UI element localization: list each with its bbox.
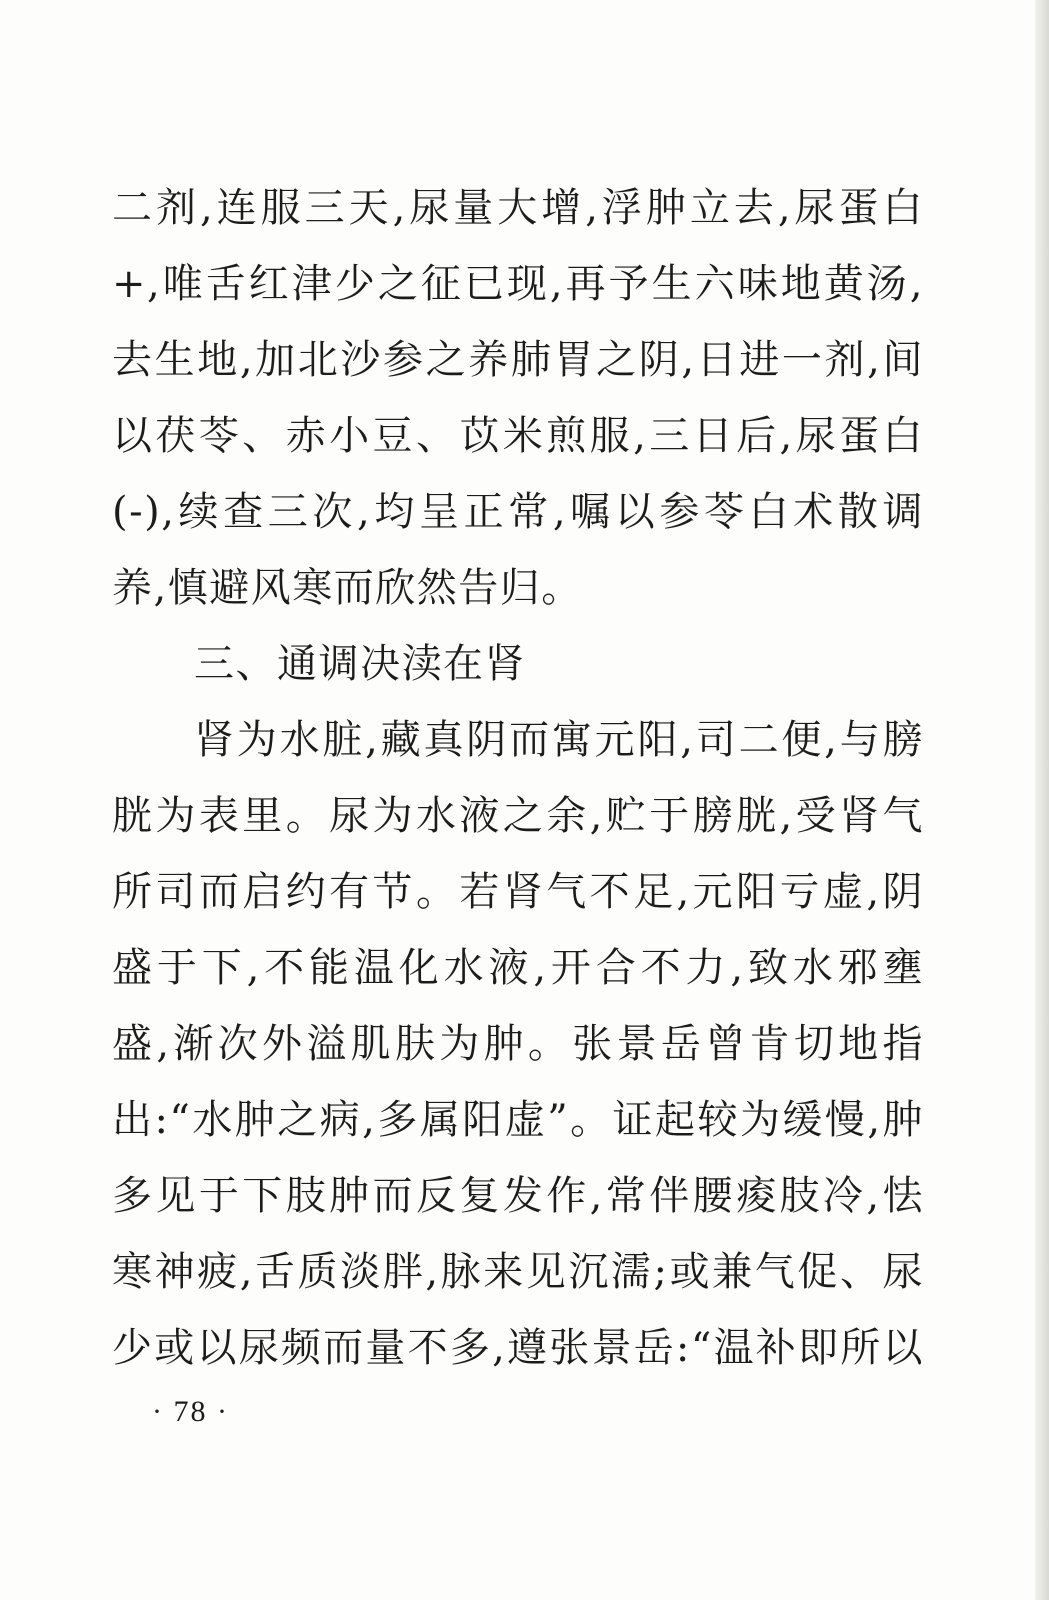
scan-edge	[1035, 0, 1049, 1600]
text-line: 寒神疲,舌质淡胖,脉来见沉濡;或兼气促、尿	[112, 1249, 924, 1295]
text-line: 出:“水肿之病,多属阳虚”。证起较为缓慢,肿	[112, 1097, 924, 1143]
text-line: 多见于下肢肿而反复发作,常伴腰痠肢冷,怯	[112, 1173, 924, 1219]
text-line: 盛于下,不能温化水液,开合不力,致水邪壅	[112, 945, 924, 991]
page-text-block	[112, 170, 924, 1386]
text-line-last: 养,慎避风寒而欣然告归。	[112, 565, 583, 611]
text-line: 二剂,连服三天,尿量大增,浮肿立去,尿蛋白	[112, 185, 924, 231]
text-line: 胱为表里。尿为水液之余,贮于膀胱,受肾气	[112, 793, 924, 839]
section-heading: 三、通调决渎在肾	[194, 641, 526, 687]
text-line: 去生地,加北沙参之养肺胃之阴,日进一剂,间	[112, 337, 924, 383]
text-line: 以茯苓、赤小豆、苡米煎服,三日后,尿蛋白	[112, 413, 924, 459]
text-line: 所司而启约有节。若肾气不足,元阳亏虚,阴	[112, 869, 924, 915]
text-line: 少或以尿频而量不多,遵张景岳:“温补即所以	[112, 1325, 924, 1371]
page-number: · 78 ·	[152, 1395, 229, 1428]
text-line: 盛,渐次外溢肌肤为肿。张景岳曾肯切地指	[112, 1021, 924, 1067]
text-line: (-),续查三次,均呈正常,嘱以参苓白术散调	[112, 489, 924, 535]
paragraph-first-line: 肾为水脏,藏真阴而寓元阳,司二便,与膀	[194, 717, 924, 763]
text-line: +,唯舌红津少之征已现,再予生六味地黄汤,	[112, 261, 924, 307]
